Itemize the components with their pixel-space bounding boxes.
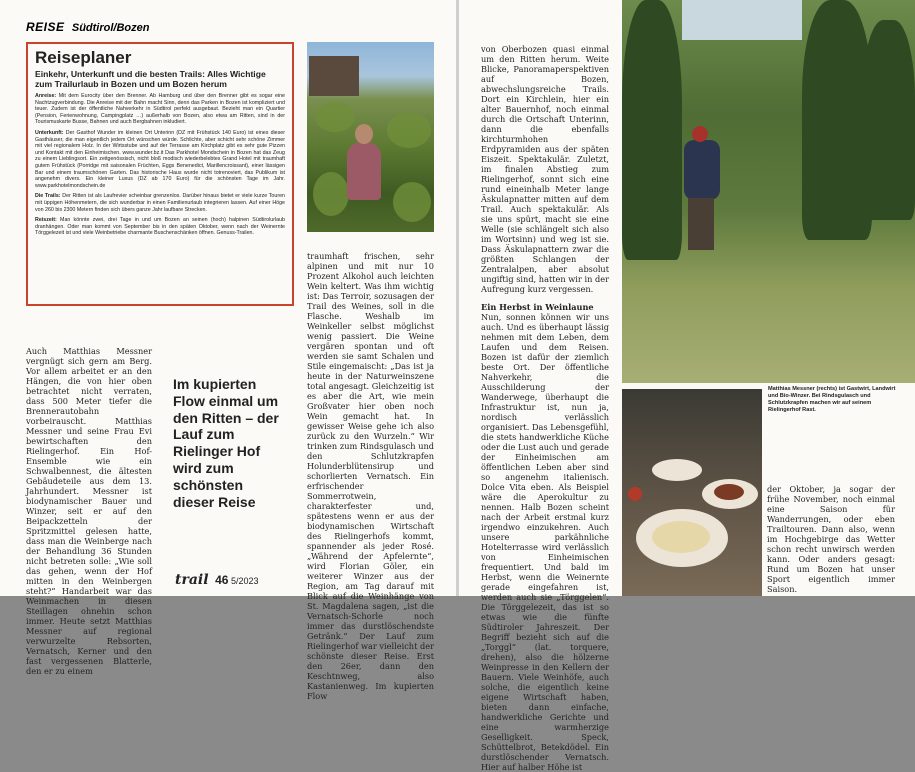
runner-figure — [684, 140, 720, 200]
vineyard-photo — [307, 42, 434, 232]
section-header — [26, 20, 149, 34]
body-column: Auch Matthias Messner vergnügt sich gern am Berg. Vor allem arbeitet er an den Hängen, die von hier oben betrachtet nicht verraten, dass 500 Meter tiefer die Brennerautobahn vorbeirauscht. Matthias Messner und seine Frau Evi bewirtschaften den Rielingerhof. Ein Hof-Ensemble wie ein Schwalbennest, die ältesten Gebäudeteile aus dem 13. Jahrhundert. Messner ist biodynamischer Bauer und Winzer, seit er auf den Beipackzetteln der Spritzmittel gelesen hatte, dass man die Weinberge nach der Behandlung 36 Stunden nicht betreten solle: „Wie soll das gehen, wenn der Hof mitten in den Weinbergen steht?“ Handarbeit war das Weinmachen in diesen Steillagen ohnehin schon immer. Heute setzt Matthias Messner auf regional verwurzelte Rebsorten, Vernatsch, Kerner und den fast vergessenen Blatterle, den er zu einem — [26, 346, 152, 676]
region-label: Südtirol/Bozen — [71, 22, 150, 34]
box-text: Der Ritten ist als Laufrevier scheinbar grenzenlos. Darüber hinaus bietet er viele kurze Touren mit üppigen Höhenmetern, die sich wunderbar in einen Familienurlaub integrieren lassen. Auf einer Höge von 260 bis 2300 Metern finden sich übers ganze Jahr laufbare Strecken. — [35, 193, 285, 213]
plate — [652, 459, 702, 481]
vine-leaf — [313, 172, 349, 216]
runner-cap — [692, 126, 708, 142]
box-text: Man könnte zwei, drei Tage in und um Bozen an seinen (hoch) halpinen Südtirolurlaub dranhängen. Oder man kommt von September bis in den späten Oktober, wenn nach der Weinernte Törggelezeit ist und viele Weinbetriebe charmante Buschenschänken öffnen. Genuss-Trailen. — [35, 217, 285, 237]
photo-caption: Matthias Messner (rechts) ist Gastwirt, Landwirt und Bio-Winzer. Bei Rindsgulasch und Schlutzkrapfen machen wir auf seinem Rielingerhof Rast. — [768, 386, 896, 413]
travel-planner-box — [26, 42, 294, 306]
box-text: Der Gasthof Wunder im kleinen Ort Unterinn (DZ mit Frühstück 140 Euro) ist eines dieser Gasthäuser, die man eigentlich jedem Ort wünschen würde. Schlichte, aber schicht sehr schöne Zimmer mit viel regionalem Holz. In der Wirtsstube und auf der Terrasse am Kirchplatz gibt es sehr gute Pizzen und Kontakt mit den Einheimischen. www.wunder.bz.it Das Parkhotel Mondschein in Bozen hat das Zeug zu einem Lieblingsort. Ein zeitgenössisch, nicht bloß modisch wiederbelebtes Grand Hotel mit traumhaft gutem Frühstück (Porridge mit saisonalen Früchten, Eggs Benenedict, Marillencroissant), einer lässigen Bar und einem traumschönen Garten. Das historische Haus wurde nicht totrenoviert, das Publikum ist angenehm divers. Ein kleiner Luxus (DZ ab 170 Euro) für die schönsten Tage im Jahr. www.parkhotelmondschein.de — [35, 129, 285, 189]
goulash-dish — [714, 484, 744, 500]
pine-tree — [862, 20, 915, 220]
right-page — [459, 0, 915, 772]
magazine-logo: trail — [175, 572, 209, 588]
box-section-travel-time — [35, 217, 285, 237]
box-title: Reiseplaner — [35, 48, 132, 67]
issue-number: 5/2023 — [230, 576, 259, 586]
box-section-arrival — [35, 93, 285, 126]
body-paragraph: Nun, sonnen können wir uns auch. Und es überhaupt lässig nehmen mit dem Leben, dem Laufen und dem Reisen. Bozen ist dafür der ziemlich beste Ort. Der öffentliche Nahverkehr, die Ausschilderung der Wanderwege, überhaupt die Infrastruktur ist, nun ja, nordisch verlässlich organisiert. Das Lebensgefühl, die stets handwerkliche Küche oder die Lust auch und gerade der Einheimischen am öffentlichen Leben aber sind so angenehm italienisch. Dolce Vita eben. Als Beispiel wäre die Aperokultur zu nennen. Halb Bozen scheint nach der Arbeit erstmal kurz irgendwo einzukehren. Auch unsere parkähnliche Hotelterrasse wird verlässlich von Einheimischen frequentiert. Und bald im Herbst, wenn die Weinernte gerade eingefahren ist, werden auch sie „Törggelen“. Die Törggelezeit, das ist so etwas wie die fünfte Südtiroler Jahreszeit. Der Begriff bezieht sich auf die „Torggl“ (lat. torquere, drehen), also die hölzerne Weinpresse in den Kellern der Bauern. Viele Weinhöfe, auch solche, die eigentlich keine eigene Wirtschaft haben, bieten dann einfache, handwerkliche Gerichte und eine warmherzige Geselligkeit. Speck, Schüttelbrot, Betekdödel. Ein durstlöschender Vernatsch. Hier auf halber Höhe ist — [481, 312, 609, 772]
body-column — [481, 44, 609, 772]
pasta-dish — [652, 521, 710, 553]
box-text: Mit dem Eurocity über den Brenner. Ab Hamburg und über den Brenner gibt es sogar eine Nachtzugverbindung. Die Anreise mit der Bahn macht Sinn, denn das Parken in Bozen ist kompliziert und teuer. Zudem ist der öffentliche Nahverkehr in Südtirol perfekt ausgebaut. Bezieht man ein Quartier (Pension, Ferienwohnung, Campingplatz …) außerhalb von Bozen, also etwa am Ritten, sind in der Tourismuskarte Busse, Bahnen und auch Bergbahnen inkludiert. — [35, 93, 285, 126]
farmhouse-shape — [309, 56, 359, 96]
box-section-accommodation — [35, 130, 285, 189]
wine-glass — [628, 487, 642, 501]
pull-quote: Im kupierten Flow einmal um den Ritten – der Lauf zum Rielinger Hof wird zum schönsten dieser Reise — [173, 376, 279, 510]
box-label: Die Trails: — [35, 193, 61, 200]
left-page — [0, 0, 456, 701]
box-label: Unterkunft: — [35, 129, 64, 136]
trail-runner-photo — [622, 0, 915, 383]
vine-leaf — [393, 182, 431, 222]
box-label: Anreise: — [35, 93, 57, 99]
body-column: traumhaft frischen, sehr alpinen und mit nur 10 Prozent Alkohol auch leichten Wein keltert. Was ihm wichtig ist: Das Terroir, sozusagen der Trail des Weines, soll in die Flasche. Weshalb im Weinkeller selbst möglichst wenig passiert. Die Weine vergären spontan und oft werden sie samt Schalen und Stile eingemaischt: „Das ist ja heute in der Naturweinszene total angesagt. Gleichzeitig ist es aber die Art, wie mein Großvater hier oben noch Wein gemacht hat. In gewisser Weise gehe ich also zurück zu den Wurzeln.“ Wir trinken zum Rindsgulasch und den Schlutzkrapfen Holunderblütensirup und schorlierten Vernatsch. Ein erfrischender Sommerrotwein, charakterfester und, spätestens wenn er aus der biodynamischen Wirtschaft des Rielingerhofs kommt, spannender als jeder Rosé. „Während der Apfelernte“, wird Florian Göler, ein weiterer Winzer aus der Region, am Tag darauf mit Blick auf die Weinhänge von St. Magdalena sagen, „ist die Vernatsch-Schorle noch immer das durstlöschendste Getränk.“ Der Lauf zum Rielingerhof war vielleicht der schönste dieser Reise. Erst den 26er, dann den Keschtnweg, also Kastanienweg. Im kupierten Flow — [307, 251, 434, 701]
food-table-photo — [622, 389, 762, 596]
vine-leaf — [387, 112, 431, 148]
pine-tree — [622, 0, 682, 260]
box-subtitle: Einkehr, Unterkunft und die besten Trails: Alles Wichtige zum Trailurlaub in Bozen und um Bozen herum — [35, 69, 266, 89]
subheading: Ein Herbst in Weinlaune — [481, 302, 594, 312]
page-footer — [175, 572, 258, 588]
body-paragraph: von Oberbozen quasi einmal um den Ritten herum. Weite Blicke, Panoramaperspektiven auf Bozen, abwechslungsreiche Trails. Dort ein Kirchlein, hier ein alter Bauernhof, noch einmal durch die Ortschaft Unterinn, dann die ebenfalls kirchturmhohen Erdpyramiden aus der späten Eiszeit. Spektakulär. Zuletzt, im finalen Abstieg zum Rielingerhof, sonnt sich eine rund eineinhalb Meter lange Äskulapnatter mitten auf dem Trail. Auch spektakulär. Als sie uns spürt, macht sie eine Welle (sie schlängelt sich also im Wortsinn) und weg ist sie. Dass Äskulapnattern zwar die größten Schlangen der Zentralalpen, aber absolut ungiftig sind, hatten wir in der Aufregung kurz vergessen. — [481, 44, 609, 294]
runner-legs — [688, 198, 714, 250]
box-label: Reiszeit: — [35, 217, 57, 224]
body-column: der Oktober, ja sogar der frühe November, noch einmal eine Saison für Wanderrungen, oder eben Trailtouren. Dann also, wenn im Hochgebirge das Wetter schon recht unwirsch werden kann. Oder anders gesagt: Rund um Bozen hat unser Sport eigentlich immer Saison. — [767, 484, 895, 594]
sky-patch — [682, 0, 802, 40]
vine-leaf — [315, 102, 355, 132]
winemaker-head — [355, 124, 373, 144]
section-label: REISE — [26, 20, 65, 34]
winemaker-figure — [347, 142, 381, 200]
page-number: 46 — [215, 573, 229, 587]
box-section-trails — [35, 193, 285, 213]
